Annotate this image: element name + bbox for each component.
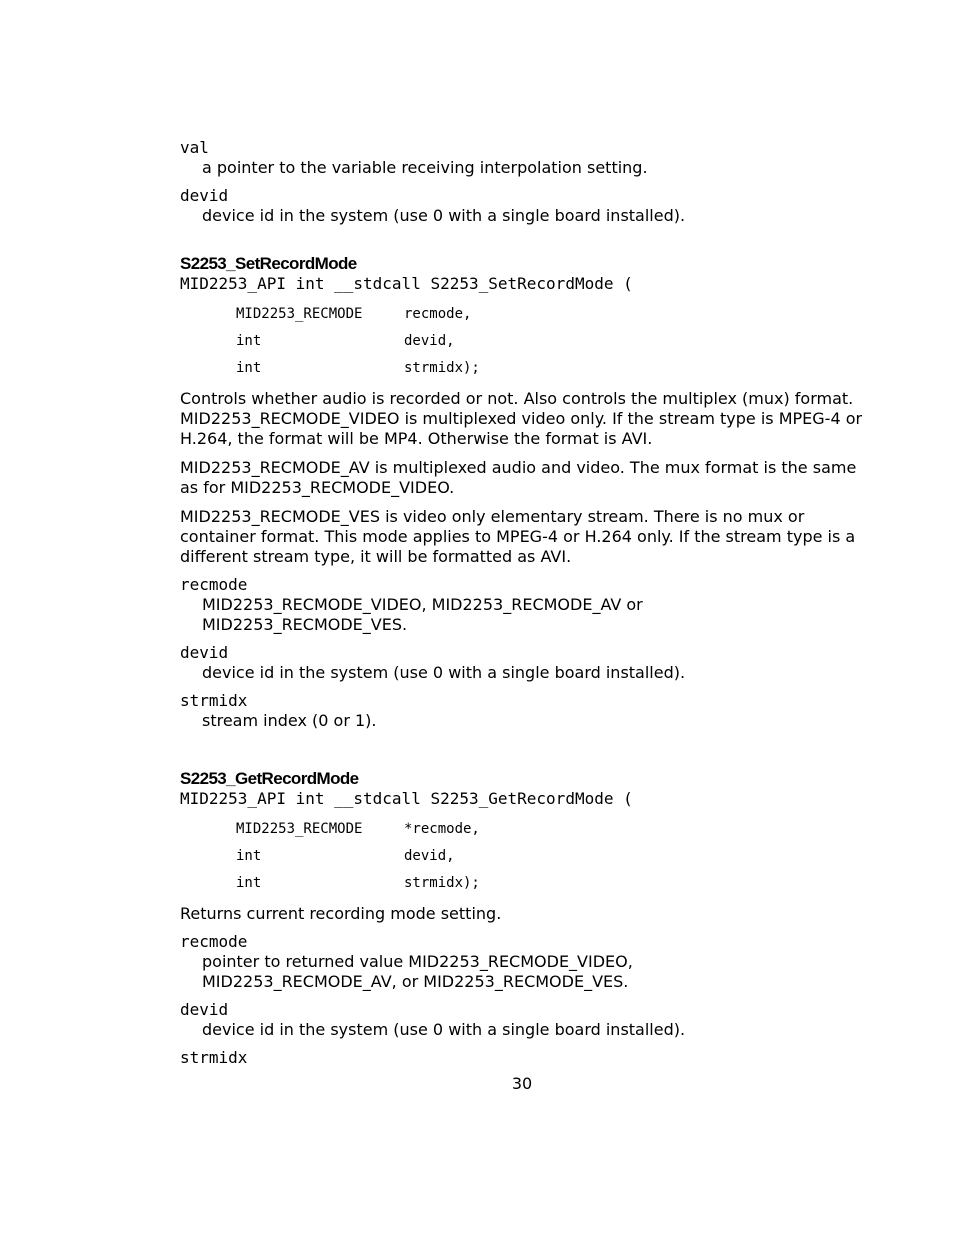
param-desc-recmode: pointer to returned value MID2253_RECMODE_VIDEO, MID2253_RECMODE_AV, or MID2253_RECMODE_VES.: [202, 952, 633, 991]
param-list: [180, 815, 870, 896]
param-list: [180, 300, 870, 381]
param-desc-recmode: MID2253_RECMODE_VIDEO, MID2253_RECMODE_AV or MID2253_RECMODE_VES.: [202, 595, 643, 634]
param-desc-devid: device id in the system (use 0 with a single board installed).: [202, 1020, 686, 1039]
document-page: [180, 138, 870, 1068]
param-desc-devid: device id in the system (use 0 with a single board installed).: [202, 663, 686, 682]
section-get-record-mode: [180, 769, 870, 1068]
function-signature: MID2253_API int __stdcall S2253_SetRecordMode (: [180, 274, 633, 293]
param-type: int: [236, 847, 262, 864]
param-identifier: devid,: [404, 847, 455, 864]
description-paragraph: Controls whether audio is recorded or not. Also controls the multiplex (mux) format. MID2253_RECMODE_VIDEO is multiplexed video only. If the stream type is MPEG-4 or H.264, the format will be MP4. Otherwise the format is AVI.: [180, 389, 863, 448]
param-type: MID2253_RECMODE: [236, 305, 363, 322]
param-identifier: strmidx);: [404, 874, 480, 891]
param-type: int: [236, 874, 262, 891]
function-signature: MID2253_API int __stdcall S2253_GetRecordMode (: [180, 789, 633, 808]
description-paragraph: MID2253_RECMODE_AV is multiplexed audio and video. The mux format is the same as for MID2253_RECMODE_VIDEO.: [180, 458, 857, 497]
param-name-devid: devid: [180, 186, 229, 205]
param-row: [180, 327, 870, 354]
param-row: [180, 300, 870, 327]
function-title: S2253_SetRecordMode: [180, 254, 357, 273]
param-identifier: *recmode,: [404, 820, 480, 837]
description-paragraph: Returns current recording mode setting.: [180, 904, 502, 923]
param-identifier: devid,: [404, 332, 455, 349]
function-title: S2253_GetRecordMode: [180, 769, 359, 788]
param-identifier: recmode,: [404, 305, 472, 322]
param-type: int: [236, 359, 262, 376]
param-name-devid: devid: [180, 1000, 229, 1019]
page-number: 30: [511, 1074, 533, 1093]
description-paragraph: MID2253_RECMODE_VES is video only elementary stream. There is no mux or container format. This mode applies to MPEG-4 or H.264 only. If the stream type is a different stream type, it will be formatted as AVI.: [180, 507, 856, 566]
param-type: MID2253_RECMODE: [236, 820, 363, 837]
param-name-recmode: recmode: [180, 932, 248, 951]
param-name-recmode: recmode: [180, 575, 248, 594]
param-row: [180, 815, 870, 842]
param-name-devid: devid: [180, 643, 229, 662]
param-identifier: strmidx);: [404, 359, 480, 376]
param-type: int: [236, 332, 262, 349]
param-row: [180, 842, 870, 869]
param-name-strmidx: strmidx: [180, 691, 248, 710]
param-row: [180, 354, 870, 381]
section-set-record-mode: [180, 254, 870, 731]
param-desc-strmidx: stream index (0 or 1).: [202, 711, 377, 730]
param-row: [180, 869, 870, 896]
param-name-val: val: [180, 138, 209, 157]
param-desc-val: a pointer to the variable receiving interpolation setting.: [202, 158, 648, 177]
param-desc-devid: device id in the system (use 0 with a single board installed).: [202, 206, 686, 225]
param-name-strmidx: strmidx: [180, 1048, 248, 1067]
